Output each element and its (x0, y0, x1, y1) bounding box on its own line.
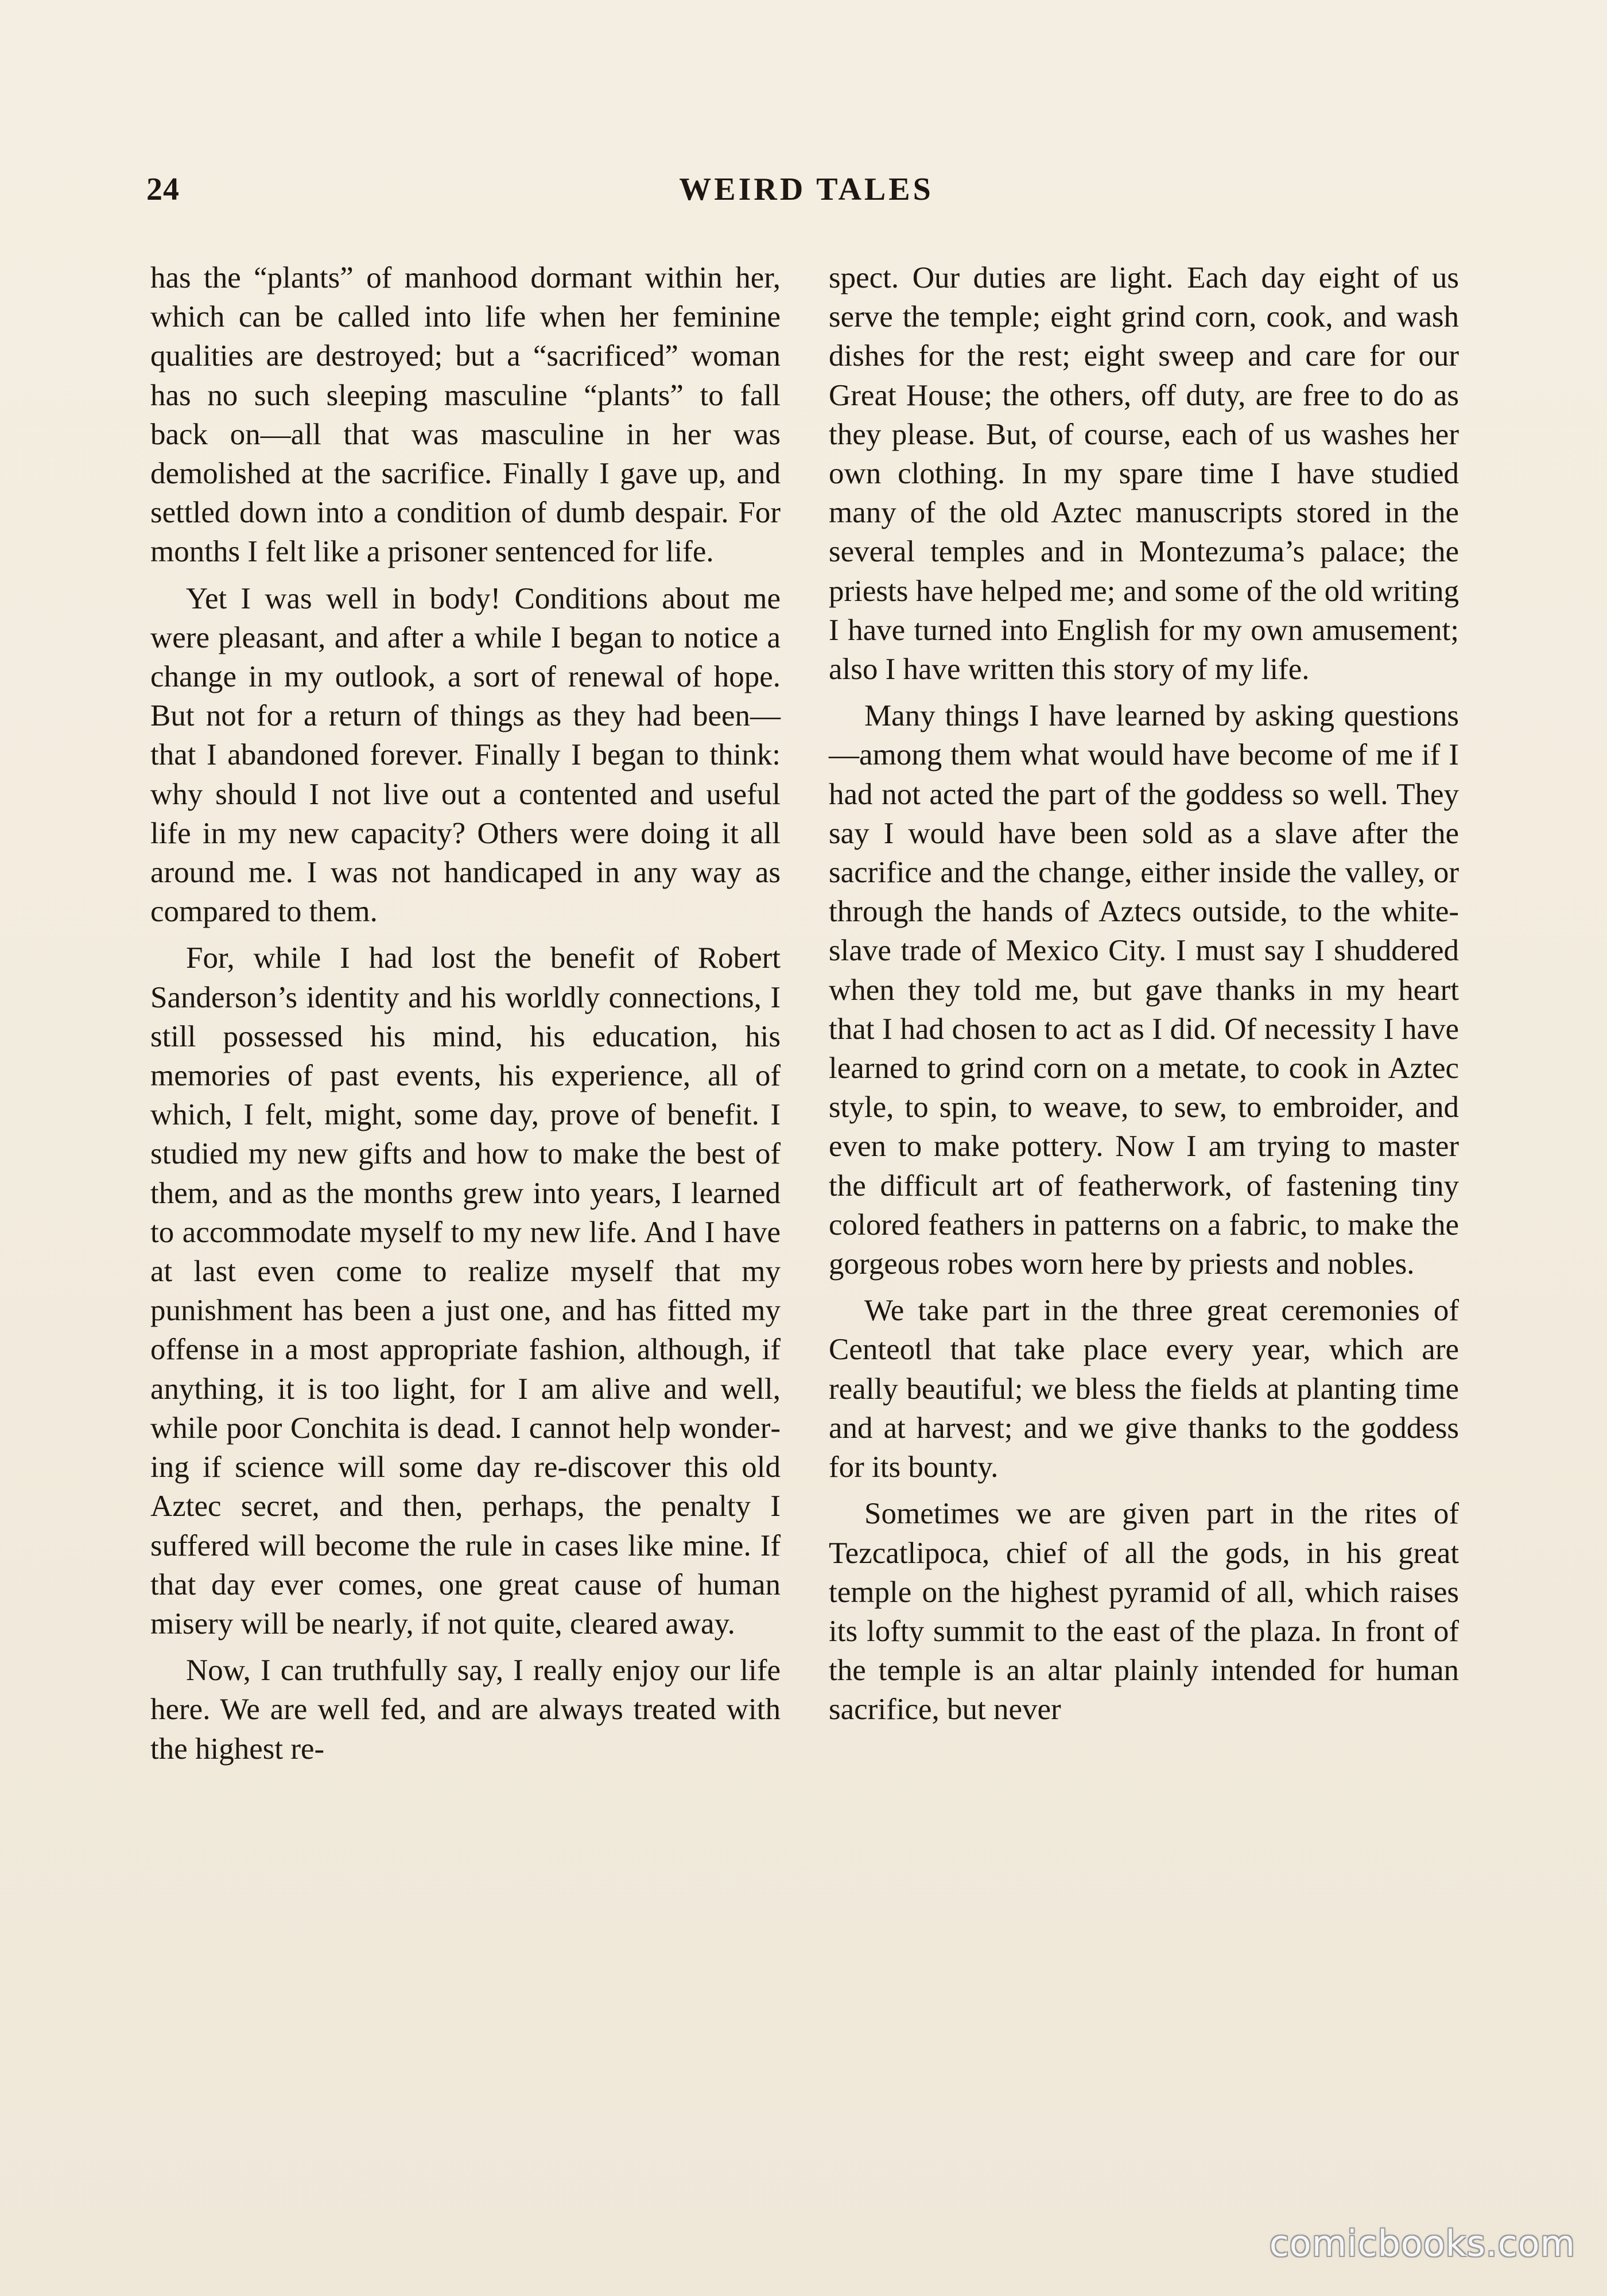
paragraph: We take part in the three great ceremonies of Centeotl that take place every year, which are really beautiful; we bless the fields at planting time and at harvest; and we give thanks to the goddess for its bounty. (829, 1294, 1459, 1484)
page-number: 24 (146, 172, 180, 207)
left-column (150, 258, 781, 2141)
right-column (829, 258, 1459, 2141)
paragraph: Yet I was well in body! Conditions about me were pleasant, and after a while I began to notice a change in my outlook, a sort of renewal of hope. But not for a return of things as they had been—that I abandoned forever. Finally I began to think: why should I not live out a contented and useful life in my new capacity? Others were doing it all around me. I was not handicaped in any way as compared to them. (150, 581, 781, 929)
paragraph: Many things I have learned by asking questions—among them what would have become of me if I had not acted the part of the goddess so well. They say I would have been sold as a slave after the sacrifice and the change, either inside the valley, or through the hands of Aztecs outside, to the white-slave trade of Mexico City. I must say I shuddered when they told me, but gave thanks in my heart that I had chosen to act as I did. Of necessity I have learned to grind corn on a metate, to cook in Aztec style, to spin, to weave, to sew, to embroider, and even to make pottery. Now I am trying to master the difficult art of featherwork, of fastening tiny colored feathers in patterns on a fabric, to make the gorgeous robes worn here by priests and nobles. (829, 699, 1459, 1281)
running-head: WEIRD TALES (679, 172, 934, 207)
paragraph: has the “plants” of manhood dormant within her, which can be called into life when her feminine qualities are destroyed; but a “sacrificed” woman has no such sleeping masculine “plants” to fall back on—all that was masculine in her was demolished at the sacrifice. Finally I gave up, and settled down into a condition of dumb despair. For months I felt like a prisoner sentenced for life. (150, 261, 781, 569)
paragraph: Now, I can truthfully say, I really enjoy our life here. We are well fed, and are always treated with the highest re- (150, 1654, 781, 1766)
watermark: comicbooks.com (1269, 2223, 1575, 2264)
paragraph: For, while I had lost the benefit of Robert Sanderson’s identity and his worldly connections, I still possessed his mind, his education, his memories of past events, his experience, all of which, I felt, might, some day, prove of benefit. I studied my new gifts and how to make the best of them, and as the months grew into years, I learned to accommodate myself to my new life. And I have at last even come to realize myself that my punishment has been a just one, and has fitted my offense in a most appropriate fashion, although, if anything, it is too light, for I am alive and well, while poor Conchita is dead. I cannot help wondering if science will some day re-discover this old Aztec secret, and then, perhaps, the penalty I suffered will become the rule in cases like mine. If that day ever comes, one great cause of human misery will be nearly, if not quite, cleared away. (150, 941, 781, 1640)
paragraph: spect. Our duties are light. Each day eight of us serve the temple; eight grind corn, cook, and wash dishes for the rest; eight sweep and care for our Great House; the others, off duty, are free to do as they please. But, of course, each of us washes her own clothing. In my spare time I have studied many of the old Aztec manuscripts stored in the several temples and in Montezuma’s palace; the priests have helped me; and some of the old writing I have turned into English for my own amusement; also I have written this story of my life. (829, 261, 1459, 687)
paragraph: Sometimes we are given part in the rites of Tezcatlipoca, chief of all the gods, in his great temple on the highest pyramid of all, which raises its lofty summit to the east of the plaza. In front of the temple is an altar plainly intended for human sacrifice, but never (829, 1497, 1459, 1727)
page-header (146, 171, 1466, 217)
text-columns (150, 258, 1459, 2141)
